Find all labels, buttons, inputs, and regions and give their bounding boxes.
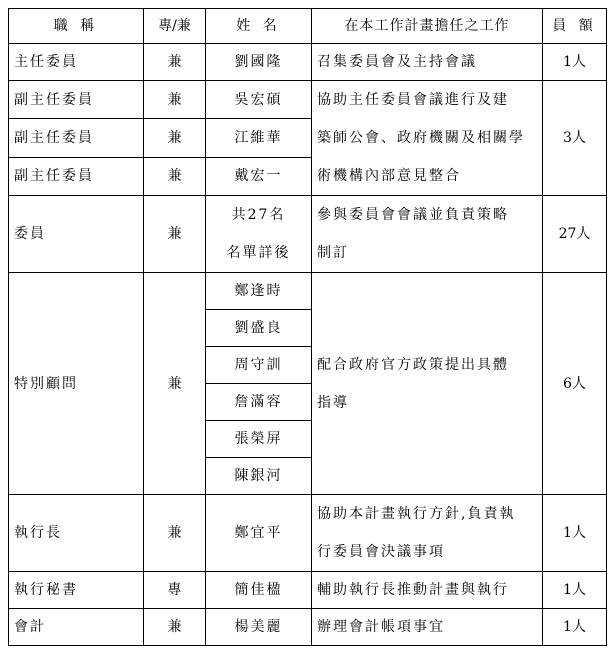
name-line: 共27名 [231,207,286,223]
type-cell: 兼 [144,273,206,495]
table-row [9,572,607,609]
type-cell: 兼 [144,609,206,646]
duty-line: 參與委員會會議並負責策略 [317,207,509,223]
duty-cell: 召集委員會及主持會議 [312,44,543,81]
name-cell: 楊美麗 [206,609,312,646]
header-row [9,9,607,44]
type-cell: 兼 [144,196,206,273]
staff-table [8,8,607,646]
header-count: 員 額 [543,9,607,44]
duty-line: 協助本計畫執行方針,負責執 [317,506,516,522]
count-cell: 27人 [543,196,607,273]
duty-line: 制訂 [317,245,349,261]
duty-line: 築師公會、政府機關及相關學 [317,130,525,146]
name-cell: 鄭宜平 [206,495,312,572]
type-cell: 兼 [144,81,206,119]
count-cell: 1人 [543,44,607,81]
position-cell: 特別顧問 [9,273,144,495]
name-cell: 吳宏碩 [206,81,312,119]
type-cell: 兼 [144,495,206,572]
type-cell: 兼 [144,44,206,81]
table-row [9,495,607,572]
count-cell: 1人 [543,609,607,646]
header-position: 職 稱 [9,9,144,44]
type-cell: 兼 [144,157,206,195]
header-type: 專/兼 [144,9,206,44]
name-cell: 江維華 [206,119,312,157]
name-cell: 詹滿容 [206,384,312,421]
name-cell: 劉國隆 [206,44,312,81]
name-cell: 戴宏一 [206,157,312,195]
position-cell: 主任委員 [9,44,144,81]
table-row [9,81,607,119]
position-cell: 委員 [9,196,144,273]
count-cell: 1人 [543,495,607,572]
name-line: 名單詳後 [226,245,291,261]
name-cell: 簡佳楹 [206,572,312,609]
table-row [9,273,607,310]
position-cell: 執行長 [9,495,144,572]
count-cell: 6人 [543,273,607,495]
position-cell: 副主任委員 [9,157,144,195]
duty-line: 行委員會決議事項 [317,544,445,560]
duty-cell [312,495,543,572]
type-cell: 兼 [144,119,206,157]
type-cell: 專 [144,572,206,609]
name-cell: 陳銀河 [206,458,312,495]
table-row [9,44,607,81]
name-cell: 劉盛良 [206,310,312,347]
position-cell: 會計 [9,609,144,646]
name-cell: 張榮屏 [206,421,312,458]
duty-line: 協助主任委員會議進行及建 [317,92,509,108]
duty-cell [312,196,543,273]
header-name: 姓 名 [206,9,312,44]
duty-cell [312,273,543,495]
duty-cell: 辦理會計帳項事宜 [312,609,543,646]
position-cell: 副主任委員 [9,81,144,119]
name-cell: 鄭逢時 [206,273,312,310]
duty-line: 配合政府官方政策提出具體 [317,356,509,373]
name-cell [206,196,312,273]
header-duty: 在本工作計畫擔任之工作 [312,9,543,44]
table-row [9,196,607,273]
duty-line: 術機構內部意見整合 [317,168,461,184]
duty-cell [312,81,543,196]
duty-cell: 輔助執行長推動計畫與執行 [312,572,543,609]
position-cell: 副主任委員 [9,119,144,157]
duty-line: 指導 [317,394,349,411]
table-row [9,609,607,646]
position-cell: 執行秘書 [9,572,144,609]
count-cell: 3人 [543,81,607,196]
count-cell: 1人 [543,572,607,609]
name-cell: 周守訓 [206,347,312,384]
